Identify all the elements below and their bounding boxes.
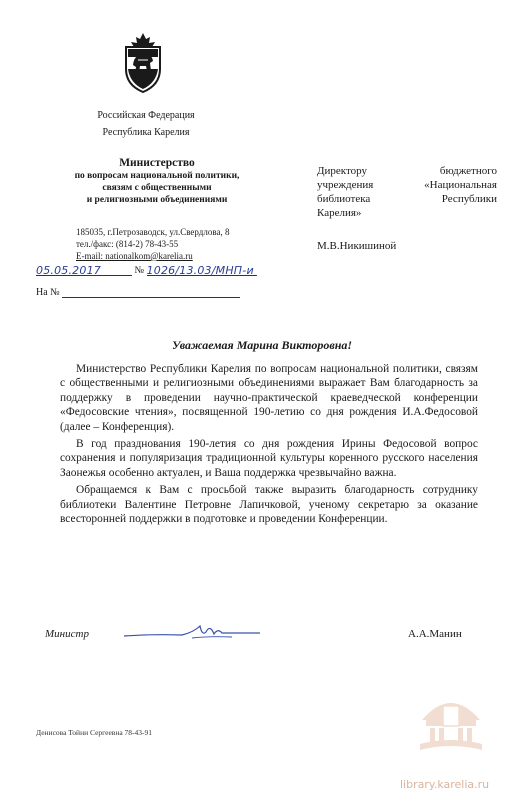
library-logo-icon: [416, 690, 486, 752]
email-link[interactable]: E-mail: nationalkom@karelia.ru: [76, 251, 193, 261]
addressee-block: [317, 164, 497, 220]
number-field: [147, 264, 257, 276]
reference-field: [62, 286, 240, 298]
country-name: Российская Федерация: [97, 110, 195, 121]
watermark-site: library.karelia.ru: [400, 778, 490, 791]
ministry-subtitle-line: и религиозными объединениями: [86, 195, 228, 205]
body-paragraph: Обращаемся к Вам с просьбой также выразить благодарность сотруднику библиотеки Валентине Петровне Лапичковой, ученому секретарю за оказание всесторонней поддержки в подготовке и проведении Конференции.: [60, 484, 478, 526]
body-paragraph: Министерство Республики Карелия по вопросам национальной политики, связям с общественными и религиозными объединениями выражает Вам благодарность за поддержку в проведении научно-практической краеведческой конференции «Федосовские чтения», посвященной 190-летию со дня рождения И.А.Федосовой (далее – Конференция).: [60, 363, 478, 433]
handwritten-date: 05.05.2017: [36, 264, 101, 277]
ministry-subtitle-line: по вопросам национальной политики,: [74, 171, 240, 181]
date-field: [36, 264, 132, 276]
number-label: №: [134, 265, 145, 276]
phone-fax: тел./факс: (814-2) 78-43-55: [76, 239, 179, 249]
sender-block: [36, 109, 256, 140]
ministry-block: [36, 156, 278, 206]
reference-line: [36, 286, 266, 300]
addressee-line: Директору бюджетного: [317, 165, 497, 177]
republic-name: Республика Карелия: [102, 127, 190, 138]
signatory-role: Министр: [45, 628, 89, 640]
contact-block: [60, 226, 280, 262]
addressee-line: Карелия»: [317, 207, 362, 219]
handwritten-number: 1026/13.03/МНП-и: [146, 264, 254, 277]
karelia-coat-of-arms-icon: [122, 33, 164, 93]
addressee-line: библиотека Республики: [317, 193, 497, 205]
signatory-name: А.А.Манин: [408, 628, 462, 640]
letter-body: [60, 362, 478, 529]
ministry-subtitle-line: связям с общественными: [102, 183, 212, 193]
outgoing-date-number-line: [36, 264, 266, 278]
postal-address: 185035, г.Петрозаводск, ул.Свердлова, 8: [76, 227, 230, 237]
salutation: Уважаемая Марина Викторовна!: [171, 338, 353, 352]
handwritten-signature: [122, 618, 262, 648]
addressee-name: М.В.Никишиной: [317, 240, 397, 252]
email-address[interactable]: [60, 250, 280, 262]
addressee-line: учреждения «Национальная: [317, 179, 497, 191]
body-paragraph: В год празднования 190-летия со дня рождения Ирины Федосовой вопрос сохранения и популяризация традиционной культуры коренного русского населения Заонежья особенно актуален, и Ваша поддержка чрезвычайно важна.: [60, 438, 478, 479]
executor-line: Денисова Тойни Сергеевна 78-43-91: [36, 728, 153, 737]
reference-label: На №: [36, 287, 60, 298]
ministry-title: Министерство: [119, 157, 195, 169]
